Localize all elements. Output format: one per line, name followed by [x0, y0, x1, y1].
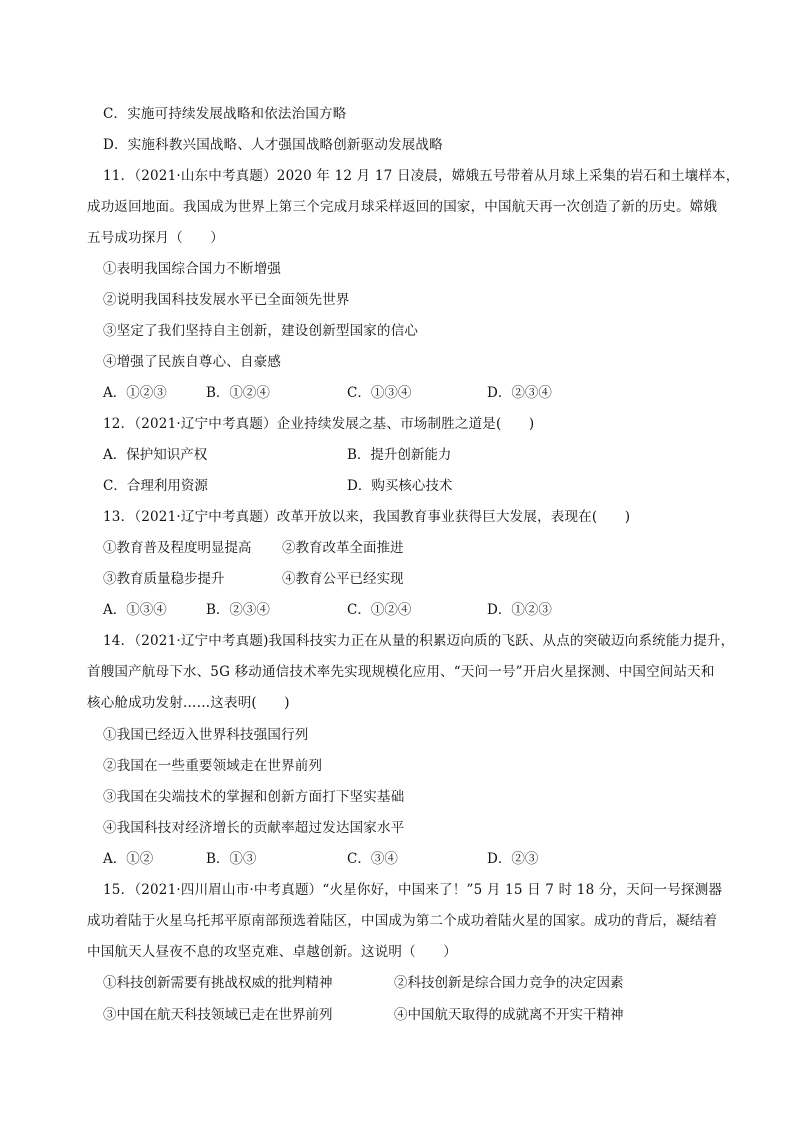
question-13-statement-1: ①教育普及程度明显提高 [103, 540, 252, 556]
question-11-statement-4: ④增强了民族自尊心、自豪感 [103, 354, 282, 370]
question-11-choice-d: D．②③④ [487, 385, 552, 401]
question-15-statement-2: ②科技创新是综合国力竞争的决定因素 [394, 975, 624, 991]
question-11-choice-c: C．①③④ [347, 385, 412, 401]
question-14-stem-cont: 首艘国产航母下水、5G 移动通信技术率先实现规模化应用、“天问一号”开启火星探测、中国空间站天和 [87, 664, 715, 680]
question-11-choice-b: B．①②④ [206, 385, 270, 401]
question-11-stem: 11．（2021·山东中考真题）2020 年 12 月 17 日凌晨，嫦娥五号带着从月球上采集的岩石和土壤样本， [103, 168, 740, 184]
question-15-stem: 15．（2021·四川眉山市·中考真题）“火星你好，中国来了！”5 月 15 日 7 时 18 分，天问一号探测器 [103, 882, 723, 898]
question-13-stem: 13．（2021·辽宁中考真题）改革开放以来，我国教育事业获得巨大发展，表现在( ) [103, 509, 631, 525]
question-11-stem-end: 五号成功探月（ ） [87, 230, 224, 246]
question-13-statement-2: ②教育改革全面推进 [282, 540, 404, 556]
question-14-choice-c: C．③④ [347, 851, 398, 867]
question-14-statement-3: ③我国在尖端技术的掌握和创新方面打下坚实基础 [103, 789, 405, 805]
question-14-statement-1: ①我国已经迈入世界科技强国行列 [103, 727, 309, 743]
question-12-stem: 12．（2021·辽宁中考真题）企业持续发展之基、市场制胜之道是( ) [103, 416, 535, 432]
question-15-statement-4: ④中国航天取得的成就离不开实干精神 [394, 1007, 624, 1023]
question-14-statement-4: ④我国科技对经济增长的贡献率超过发达国家水平 [103, 820, 405, 836]
question-12-choice-c: C．合理利用资源 [103, 478, 208, 494]
question-15-statement-3: ③中国在航天科技领域已走在世界前列 [103, 1007, 333, 1023]
question-13-statement-4: ④教育公平已经实现 [282, 571, 404, 587]
question-12-choice-d: D．购买核心技术 [347, 478, 453, 494]
question-11-stem-cont: 成功返回地面。我国成为世界上第三个完成月球采样返回的国家，中国航天再一次创造了新的历史。嫦娥 [87, 199, 718, 215]
question-14-stem-end: 核心舱成功发射……这表明( ) [87, 695, 290, 711]
question-14-statement-2: ②我国在一些重要领域走在世界前列 [103, 758, 323, 774]
question-13-statement-3: ③教育质量稳步提升 [103, 571, 225, 587]
question-11-statement-2: ②说明我国科技发展水平已全面领先世界 [103, 292, 350, 308]
question-13-choice-c: C．①②④ [347, 602, 412, 618]
question-11-statement-1: ①表明我国综合国力不断增强 [103, 261, 282, 277]
question-13-choice-b: B．②③④ [206, 602, 270, 618]
question-13-choice-a: A．①③④ [103, 602, 167, 618]
question-15-stem-end: 中国航天人昼夜不息的攻坚克难、卓越创新。这说明（ ） [87, 944, 457, 960]
question-11-choice-a: A．①②③ [103, 385, 167, 401]
option-c-line: C．实施可持续发展战略和依法治国方略 [103, 106, 347, 122]
question-14-stem: 14．（2021·辽宁中考真题)我国科技实力正在从量的积累迈向质的飞跃、从点的突破迈向系统能力提升， [103, 633, 735, 649]
question-12-choice-a: A．保护知识产权 [103, 447, 208, 463]
question-15-statement-1: ①科技创新需要有挑战权威的批判精神 [103, 975, 333, 991]
question-12-choice-b: B．提升创新能力 [347, 447, 452, 463]
option-d-line: D．实施科教兴国战略、人才强国战略创新驱动发展战略 [103, 137, 443, 153]
question-14-choice-d: D．②③ [487, 851, 539, 867]
question-11-statement-3: ③坚定了我们坚持自主创新，建设创新型国家的信心 [103, 323, 419, 339]
question-15-stem-cont: 成功着陆于火星乌托邦平原南部预选着陆区，中国成为第二个成功着陆火星的国家。成功的背后，凝结着 [87, 913, 718, 929]
question-14-choice-a: A．①② [103, 851, 154, 867]
question-13-choice-d: D．①②③ [487, 602, 552, 618]
question-14-choice-b: B．①③ [206, 851, 257, 867]
